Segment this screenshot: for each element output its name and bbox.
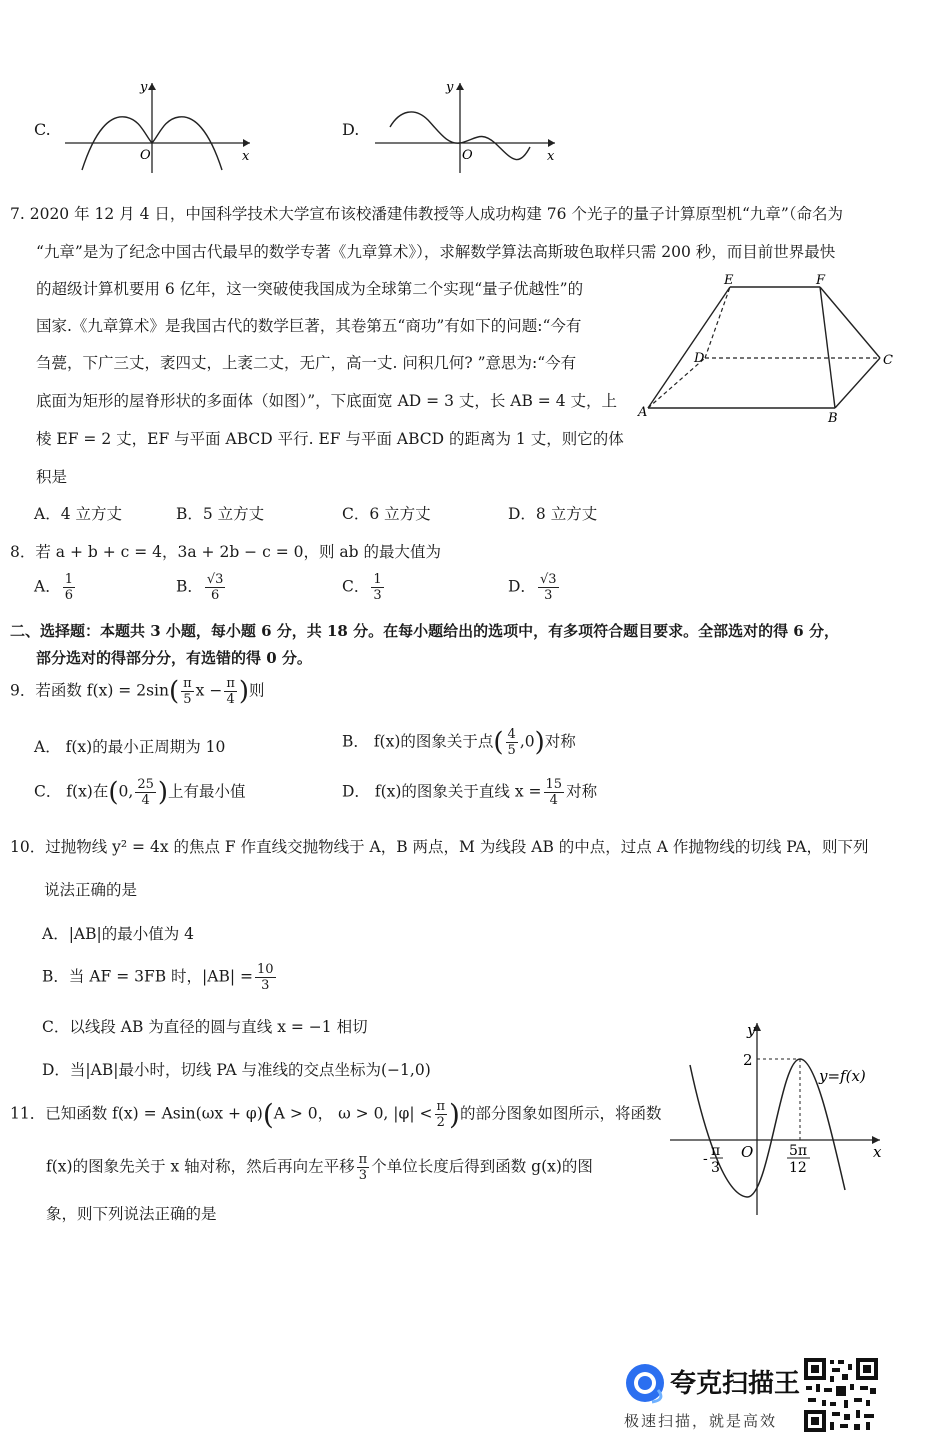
- q10-line-2: 说法正确的是: [44, 881, 138, 899]
- vertex-e: E: [724, 273, 734, 288]
- q11-line-2: f(x)的图象先关于 x 轴对称，然后再向左平移 $\frac{\pi}{3}$ 个单位长度后得到函数 g(x)的图: [46, 1152, 593, 1183]
- section-2-line-2: 部分选对的得部分分，有选错的得 0 分。: [36, 649, 312, 667]
- peak-label: 2: [743, 1051, 753, 1069]
- q8-option-d: D． $\frac{√3}{3}$: [508, 572, 557, 603]
- pos-num: 5π: [789, 1143, 808, 1159]
- q10-option-c: C．以线段 AB 为直径的圆与直线 x = −1 相切: [42, 1018, 368, 1036]
- q8-option-c: C． $\frac{1}{3}$: [342, 572, 382, 603]
- q9-option-c: C． f(x)在(0, $\frac{25}{4}$ )上有最小值: [34, 777, 246, 808]
- q9-option-b: B． f(x)的图象关于点( $\frac{4}{5}$ ,0)对称: [342, 727, 576, 758]
- q10-option-b: B．当 AF = 3FB 时，|AB| = $\frac{10}{3}$: [42, 962, 274, 993]
- pos-den: 12: [789, 1160, 807, 1176]
- option-c-label: C.: [34, 120, 51, 139]
- y-axis-label: y: [140, 80, 148, 95]
- neg-den: 3: [711, 1160, 720, 1176]
- q9-option-a: A． f(x)的最小正周期为 10: [34, 738, 226, 756]
- option-d-label: D.: [342, 120, 360, 139]
- vertex-a: A: [638, 405, 648, 420]
- q7-line-6: 底面为矩形的屋脊形状的多面体（如图）”，下底面宽 AD = 3 丈，长 AB = 4 丈，上: [36, 392, 617, 410]
- q11-line-3: 象，则下列说法正确的是: [46, 1205, 217, 1223]
- q7-option-c: C．6 立方丈: [342, 505, 431, 523]
- q8-option-b: B． $\frac{√3}{6}$: [176, 572, 224, 603]
- polyhedron-figure: [630, 270, 900, 430]
- q7-line-4: 国家.《九章算术》是我国古代的数学巨著，其卷第五“商功”有如下的问题:“今有: [36, 317, 582, 335]
- origin-label: O: [462, 148, 473, 163]
- q7-option-d: D．8 立方丈: [508, 505, 598, 523]
- q7-line-7: 棱 EF = 2 丈，EF 与平面 ABCD 平行. EF 与平面 ABCD 的距离为 1 丈，则它的体: [36, 430, 624, 448]
- q8-option-a: A． $\frac{1}{6}$: [34, 572, 73, 603]
- q7-line-5: 刍甍，下广三丈，袤四丈，上袤二丈，无广，高一丈. 问积几何? ”意思为:“今有: [36, 354, 577, 372]
- q8-stem: 8．若 a + b + c = 4，3a + 2b − c = 0，则 ab 的最大值为: [10, 543, 441, 561]
- option-d-graph: [370, 75, 570, 175]
- q7-line-8: 积是: [36, 468, 68, 486]
- watermark-slogan: 极速扫描，就是高效: [624, 1412, 778, 1430]
- neg-sign: -: [703, 1151, 708, 1167]
- q10-option-d: D．当|AB|最小时，切线 PA 与准线的交点坐标为(−1,0): [42, 1061, 431, 1079]
- sine-graph: [665, 1015, 895, 1220]
- quark-logo: [622, 1360, 668, 1406]
- q11-line-1: 11．已知函数 f(x) = Asin(ωx + φ)(A > 0， ω > 0, |φ| < $\frac{\pi}{2}$ )的部分图象如图所示，将函数: [10, 1098, 662, 1131]
- vertex-d: D: [694, 351, 705, 366]
- watermark-brand: 夸克扫描王: [670, 1369, 801, 1399]
- qr-code: [804, 1358, 878, 1432]
- vertex-f: F: [816, 273, 826, 288]
- origin-label: O: [140, 148, 151, 163]
- x-axis-label: x: [873, 1143, 882, 1161]
- y-axis-label: y: [446, 80, 454, 95]
- vertex-b: B: [828, 411, 838, 426]
- q7-option-b: B．5 立方丈: [176, 505, 265, 523]
- y-axis-label: y: [747, 1021, 756, 1039]
- vertex-c: C: [883, 353, 893, 368]
- q7-line-2: “九章”是为了纪念中国古代最早的数学专著《九章算术》），求解数学算法高斯玻色取样只需 200 秒，而目前世界最快: [36, 243, 836, 261]
- x-axis-label: x: [547, 149, 555, 164]
- q7-line-1: 7. 2020 年 12 月 4 日，中国科学技术大学宣布该校潘建伟教授等人成功构建 76 个光子的量子计算原型机“九章”（命名为: [10, 205, 844, 223]
- x-axis-label: x: [242, 149, 250, 164]
- origin-label: O: [741, 1143, 754, 1161]
- q7-line-3: 的超级计算机要用 6 亿年，这一突破使我国成为全球第二个实现“量子优越性”的: [36, 280, 584, 298]
- q10-line-1: 10．过抛物线 y² = 4x 的焦点 F 作直线交抛物线于 A，B 两点，M 为线段 AB 的中点，过点 A 作抛物线的切线 PA，则下列: [10, 838, 869, 856]
- q10-option-a: A．|AB|的最小值为 4: [42, 925, 195, 943]
- q9-stem: 9．若函数 f(x) = 2sin( $\frac{\pi}{5}$ x − $\frac{\pi}{4}$ )则: [10, 676, 265, 707]
- neg-num: π: [711, 1143, 721, 1159]
- q9-option-d: D． f(x)的图象关于直线 x = $\frac{15}{4}$ 对称: [342, 777, 598, 808]
- curve-label: y=f(x): [819, 1067, 866, 1085]
- option-c-graph: [60, 75, 260, 175]
- q7-option-a: A．4 立方丈: [34, 505, 122, 523]
- section-2-line-1: 二、选择题：本题共 3 小题，每小题 6 分，共 18 分。在每小题给出的选项中，有多项符合题目要求。全部选对的得 6 分，: [10, 622, 839, 640]
